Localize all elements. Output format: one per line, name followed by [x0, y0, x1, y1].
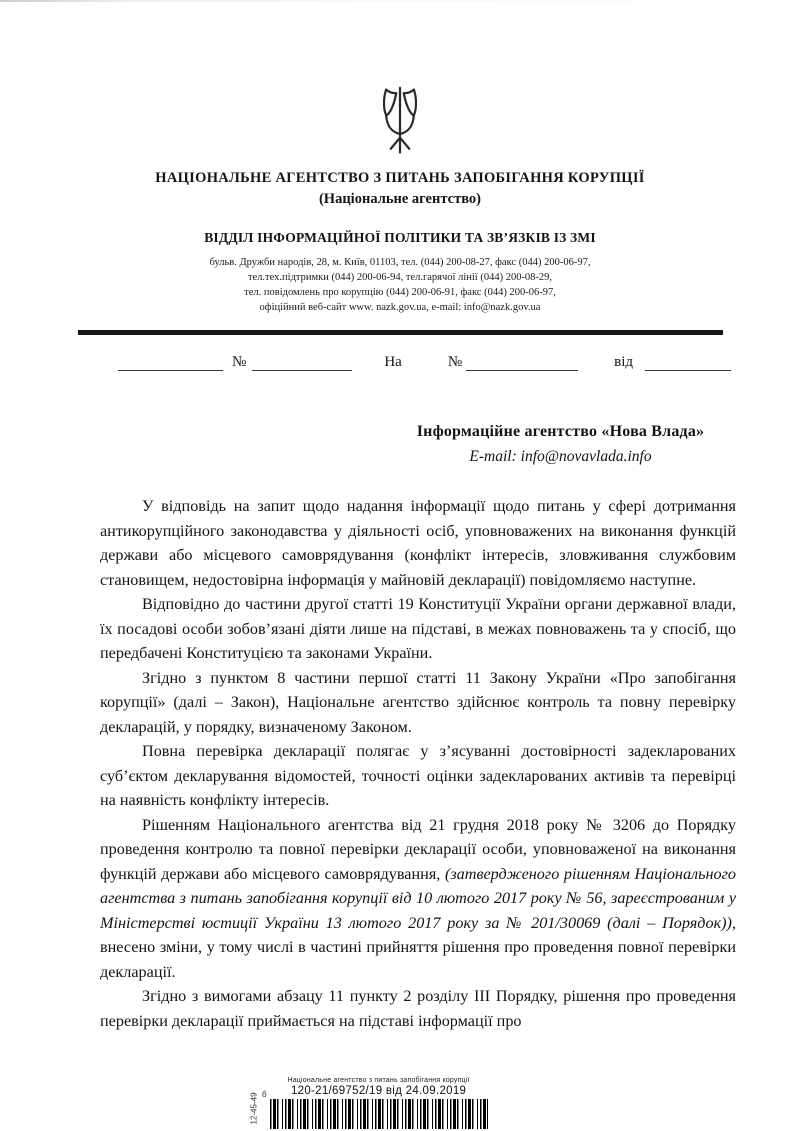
- stamp-side-number: 12-45-49: [249, 1092, 259, 1125]
- addressee-email: E-mail: info@novavlada.info: [469, 448, 652, 465]
- emblem-wrap: [0, 84, 800, 160]
- body-paragraph: [100, 494, 736, 592]
- paragraph-segment: Рішенням Національного агентства від 21 грудня 2018 року № 3206 до Порядку проведення контролю та повної перевірки декларації особи, уповноваженої на виконання функцій держави або місцевого самоврядування,: [100, 815, 736, 883]
- barcode: [270, 1099, 488, 1129]
- ref-blank-number: [252, 355, 352, 371]
- department-name: ВІДДІЛ ІНФОРМАЦІЙНОЇ ПОЛІТИКИ ТА ЗВ’ЯЗКІВ ІЗ ЗМІ: [204, 230, 596, 245]
- body-paragraph: [100, 666, 736, 740]
- paragraph-segment: внесено зміни, у тому числі в частині прийняття рішення про проведення повної перевірки декларації.: [100, 938, 736, 981]
- address-line: тел. повідомлень про корупцію (044) 200-06-91, факс (044) 200-06-97,: [244, 287, 556, 298]
- addressee-block: [388, 423, 733, 466]
- paragraph-segment: Повна перевірка декларації полягає у з’ясуванні достовірності задекларованих суб’єктом декларування відомостей, точності оцінки задекларованих активів та перевірці на наявність конфлікту інтересів.: [100, 742, 736, 809]
- paragraph-segment: Згідно з пунктом 8 частини першої статті 11 Закону України «Про запобігання корупції» (далі – Закон), Національне агентство здійснює контроль та повну перевірку декларацій, у порядку, визначеному Законом.: [100, 668, 736, 736]
- paragraph-segment: Відповідно до частини другої статті 19 Конституції України органи державної влади, їх посадові особи зобов’язані діяти лише на підставі, в межах повноважень та у спосіб, що передбачені Конституцією та законами України.: [100, 595, 736, 662]
- paragraph-segment: Згідно з вимогами абзацу 11 пункту 2 розділу ІІІ Порядку, рішення про проведення перевірки декларації приймається на підставі інформації про: [100, 987, 736, 1030]
- addressee-name: Інформаційне агентство «Нова Влада»: [416, 423, 705, 440]
- address-block: [0, 255, 800, 315]
- ref-blank-incoming-number: [466, 355, 578, 371]
- ukraine-trident-icon: [376, 84, 424, 158]
- header-divider-rule: [78, 330, 723, 335]
- paragraph-segment: У відповідь на запит щодо надання інформації щодо питань у сфері дотримання антикорупційного законодавства у діяльності осіб, уповноважених на виконання функцій держави або місцевого самоврядування (конфлікт інтересів, зловживання службовим становищем, недостовірна інформація у майновій декларації) повідомляємо наступне.: [100, 497, 736, 589]
- stamp-registration-number: 120-21/69752/19 від 24.09.2019: [290, 1085, 467, 1097]
- body-paragraph: [100, 813, 736, 985]
- body-paragraph: [100, 739, 736, 813]
- ref-blank-incoming-date: [645, 355, 731, 371]
- body-paragraph: [100, 984, 736, 1033]
- ref-label-no-2: №: [447, 354, 463, 370]
- ref-label-no: №: [232, 354, 247, 370]
- ref-blank-date: [118, 355, 223, 371]
- ref-label-na: На: [384, 354, 402, 370]
- address-line: офіційний веб-сайт www. nazk.gov.ua, e-mail: info@nazk.gov.ua: [259, 302, 541, 313]
- stamp-side-letter: б: [262, 1090, 267, 1099]
- org-short-name: (Національне агентство): [318, 191, 482, 207]
- stamp-agency-name: Національне агентство з питань запобігання корупції: [287, 1077, 470, 1084]
- body-paragraphs: [0, 494, 800, 1033]
- address-line: бульв. Дружби народів, 28, м. Київ, 01103, тел. (044) 200-08-27, факс (044) 200-06-97,: [209, 257, 591, 268]
- ref-label-vid: від: [614, 354, 634, 370]
- org-name: НАЦІОНАЛЬНЕ АГЕНТСТВО З ПИТАНЬ ЗАПОБІГАННЯ КОРУПЦІЇ: [155, 170, 645, 186]
- registration-stamp: [248, 1077, 488, 1129]
- address-line: тел.тех.підтримки (044) 200-06-94, тел.гарячої лінії (044) 200-08-29,: [247, 272, 553, 283]
- body-paragraph: [100, 592, 736, 666]
- letterhead: [0, 0, 800, 315]
- paragraph-segment: (затвердженого рішенням Національного агентства з питань запобігання корупції від 10 лютого 2017 року № 56, зареєстрованим у Міністерстві юстиції України 13 лютого 2017 року за № 201/30069 (далі – Порядок)),: [100, 864, 736, 932]
- reference-line: [0, 351, 800, 371]
- stamp-block: [270, 1077, 488, 1129]
